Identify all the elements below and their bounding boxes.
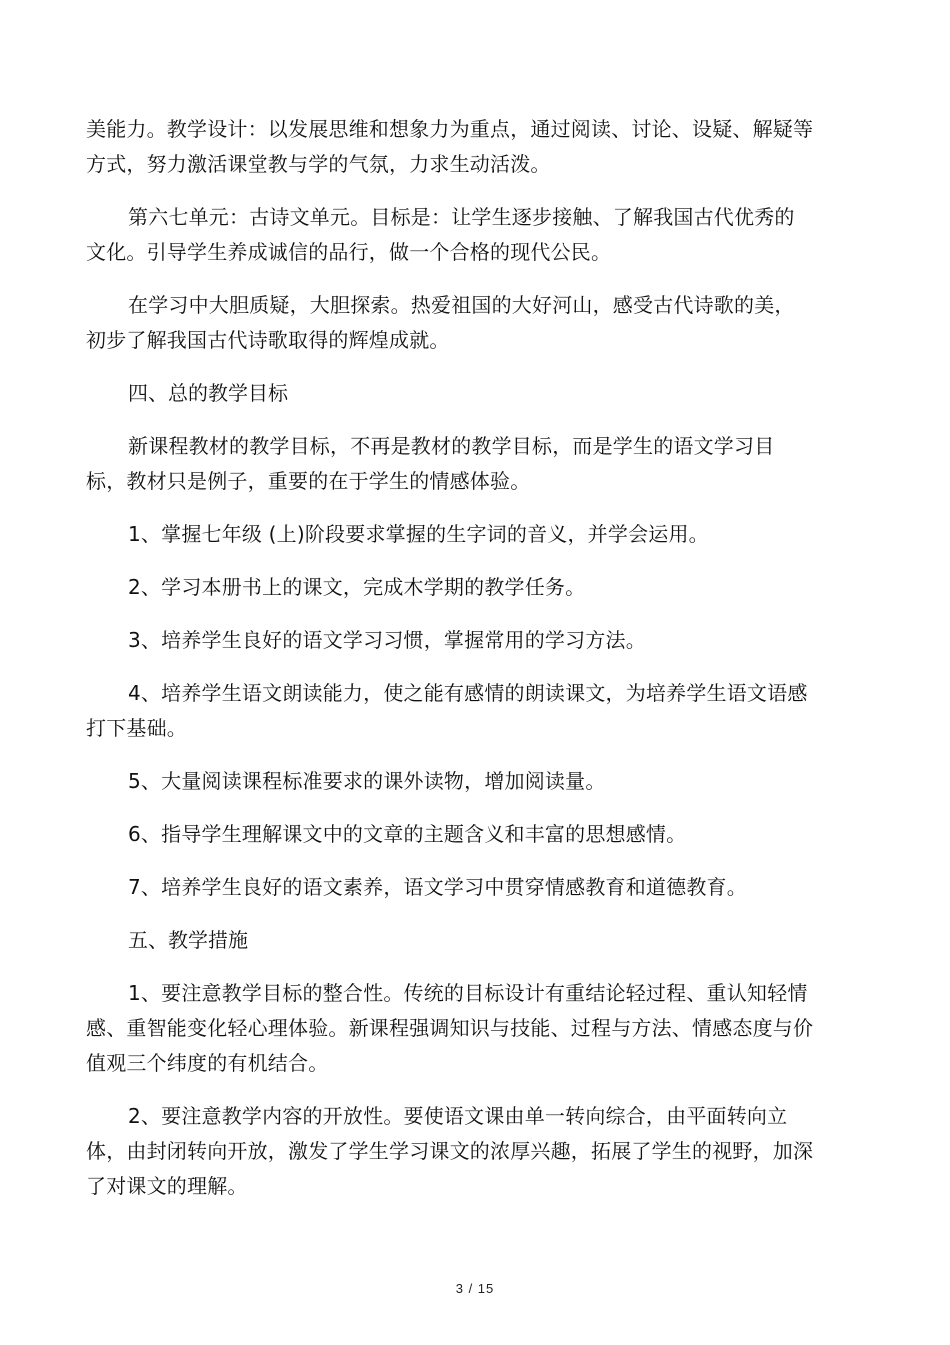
goal-item-2: 2、学习本册书上的课文，完成木学期的教学任务。 <box>128 575 586 599</box>
goal-item-1: 1、掌握七年级 (上)阶段要求掌握的生字词的音义，并学会运用。 <box>128 522 709 546</box>
goal-item-3: 3、培养学生良好的语文学习习惯，掌握常用的学习方法。 <box>128 628 646 652</box>
goal-item-5: 5、大量阅读课程标准要求的课外读物，增加阅读量。 <box>128 769 606 793</box>
paragraph-questioning: 在学习中大胆质疑，大胆探索。热爱祖国的大好河山，感受古代诗歌的美，初步了解我国古代诗歌取得的辉煌成就。 <box>86 293 795 352</box>
measure-item-1: 1、要注意教学目标的整合性。传统的目标设计有重结论轻过程、重认知轻情感、重智能变化轻心理体验。新课程强调知识与技能、过程与方法、情感态度与价值观三个纬度的有机结合。 <box>86 981 814 1075</box>
goal-item-4: 4、培养学生语文朗读能力，使之能有感情的朗读课文，为培养学生语文语感打下基础。 <box>86 681 808 740</box>
section-heading-measures: 五、教学措施 <box>128 928 248 952</box>
goal-item-7: 7、培养学生良好的语文素养，语文学习中贯穿情感教育和道德教育。 <box>128 875 747 899</box>
paragraph-continuation: 美能力。教学设计：以发展思维和想象力为重点，通过阅读、讨论、设疑、解疑等方式，努力激活课堂教与学的气氛，力求生动活泼。 <box>86 117 814 176</box>
paragraph-goals-intro: 新课程教材的教学目标，不再是教材的教学目标，而是学生的语文学习目标，教材只是例子，重要的在于学生的情感体验。 <box>86 434 775 493</box>
paragraph-unit-six-seven: 第六七单元：古诗文单元。目标是：让学生逐步接触、了解我国古代优秀的文化。引导学生养成诚信的品行，做一个合格的现代公民。 <box>86 205 795 264</box>
measure-item-2: 2、要注意教学内容的开放性。要使语文课由单一转向综合，由平面转向立体，由封闭转向开放，激发了学生学习课文的浓厚兴趣，拓展了学生的视野，加深了对课文的理解。 <box>86 1104 814 1198</box>
page-number: 3 / 15 <box>455 1281 495 1296</box>
section-heading-goals: 四、总的教学目标 <box>128 381 288 405</box>
document-body <box>86 112 814 1222</box>
goal-item-6: 6、指导学生理解课文中的文章的主题含义和丰富的思想感情。 <box>128 822 687 846</box>
